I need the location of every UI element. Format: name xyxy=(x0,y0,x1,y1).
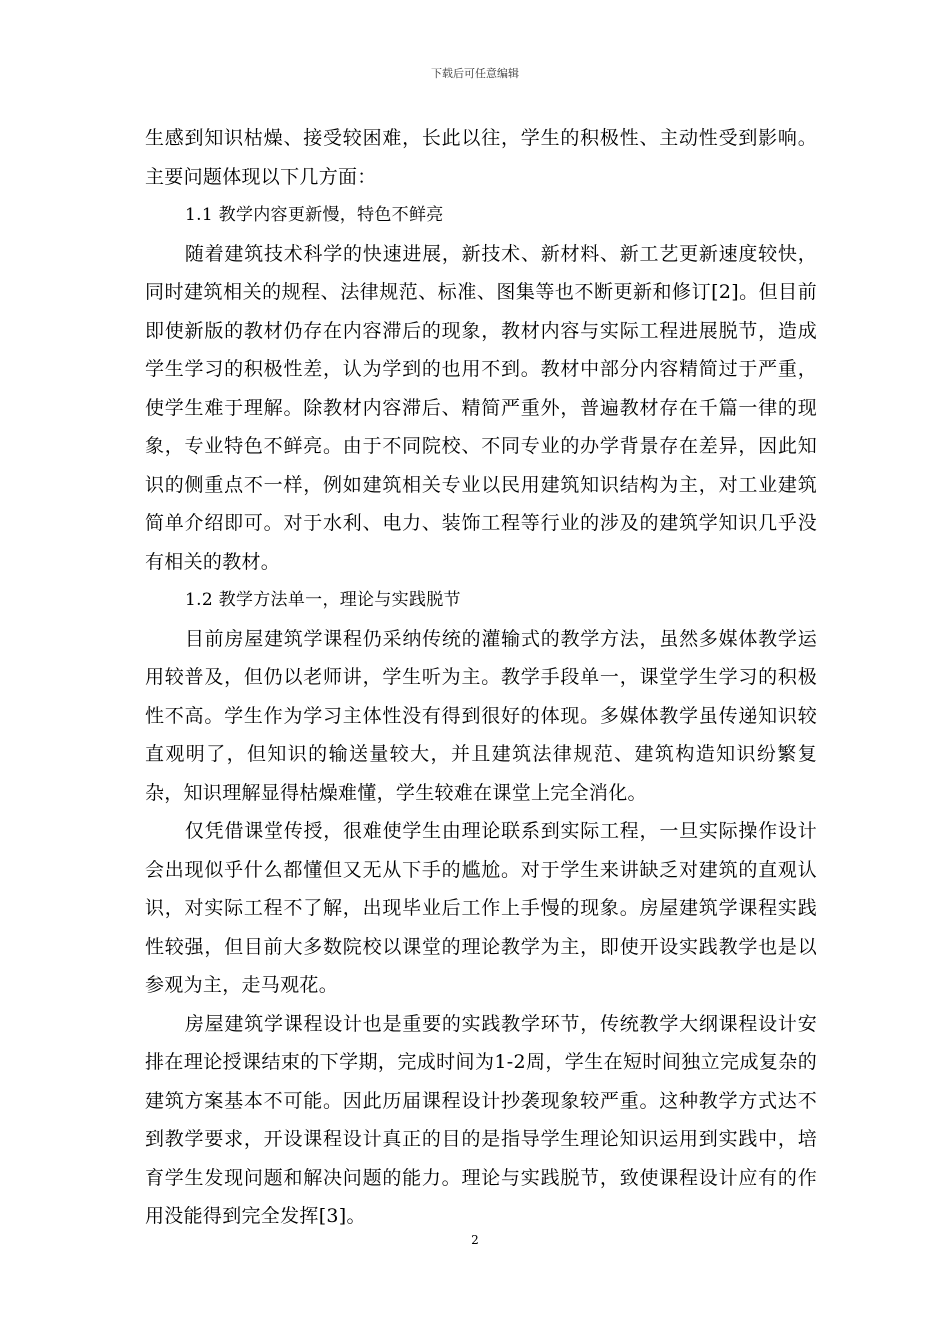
paragraph-content-update: 随着建筑技术科学的快速进展，新技术、新材料、新工艺更新速度较快，同时建筑相关的规程、法律规范、标准、图集等也不断更新和修订[2]。但目前即使新版的教材仍存在内容滞后的现象，教材内容与实际工程进展脱节，造成学生学习的积极性差，认为学到的也用不到。教材中部分内容精简过于严重，使学生难于理解。除教材内容滞后、精简严重外，普遍教材存在千篇一律的现象，专业特色不鲜亮。由于不同院校、不同专业的办学背景存在差异，因此知识的侧重点不一样，例如建筑相关专业以民用建筑知识结构为主，对工业建筑简单介绍即可。对于水利、电力、装饰工程等行业的涉及的建筑学知识几乎没有相关的教材。 xyxy=(145,242,817,573)
paragraph-continuation: 生感到知识枯燥、接受较困难，长此以往，学生的积极性、主动性受到影响。主要问题体现以下几方面： xyxy=(145,127,817,188)
page-number: 2 xyxy=(471,1233,479,1247)
paragraph-teaching-method: 目前房屋建筑学课程仍采纳传统的灌输式的教学方法，虽然多媒体教学运用较普及，但仍以老师讲，学生听为主。教学手段单一，课堂学生学习的积极性不高。学生作为学习主体性没有得到很好的体现。多媒体教学虽传递知识较直观明了，但知识的输送量较大，并且建筑法律规范、建筑构造知识纷繁复杂，知识理解显得枯燥难懂，学生较难在课堂上完全消化。 xyxy=(145,627,817,804)
paragraph-course-design: 房屋建筑学课程设计也是重要的实践教学环节，传统教学大纲课程设计安排在理论授课结束的下学期，完成时间为1-2周，学生在短时间独立完成复杂的建筑方案基本不可能。因此历届课程设计抄袭现象较严重。这种教学方式达不到教学要求，开设课程设计真正的目的是指导学生理论知识运用到实践中，培育学生发现问题和解决问题的能力。理论与实践脱节，致使课程设计应有的作用没能得到完全发挥[3]。 xyxy=(145,1012,817,1227)
paragraph-practice-gap: 仅凭借课堂传授，很难使学生由理论联系到实际工程，一旦实际操作设计会出现似乎什么都懂但又无从下手的尴尬。对于学生来讲缺乏对建筑的直观认识，对实际工程不了解，出现毕业后工作上手慢的现象。房屋建筑学课程实践性较强，但目前大多数院校以课堂的理论教学为主，即使开设实践教学也是以参观为主，走马观花。 xyxy=(145,820,817,996)
header-note: 下载后可任意编辑 xyxy=(431,67,519,80)
section-heading-1-2: 1.2 教学方法单一，理论与实践脱节 xyxy=(185,590,461,610)
section-heading-1-1: 1.1 教学内容更新慢，特色不鲜亮 xyxy=(185,205,444,225)
document-body xyxy=(145,119,817,1236)
